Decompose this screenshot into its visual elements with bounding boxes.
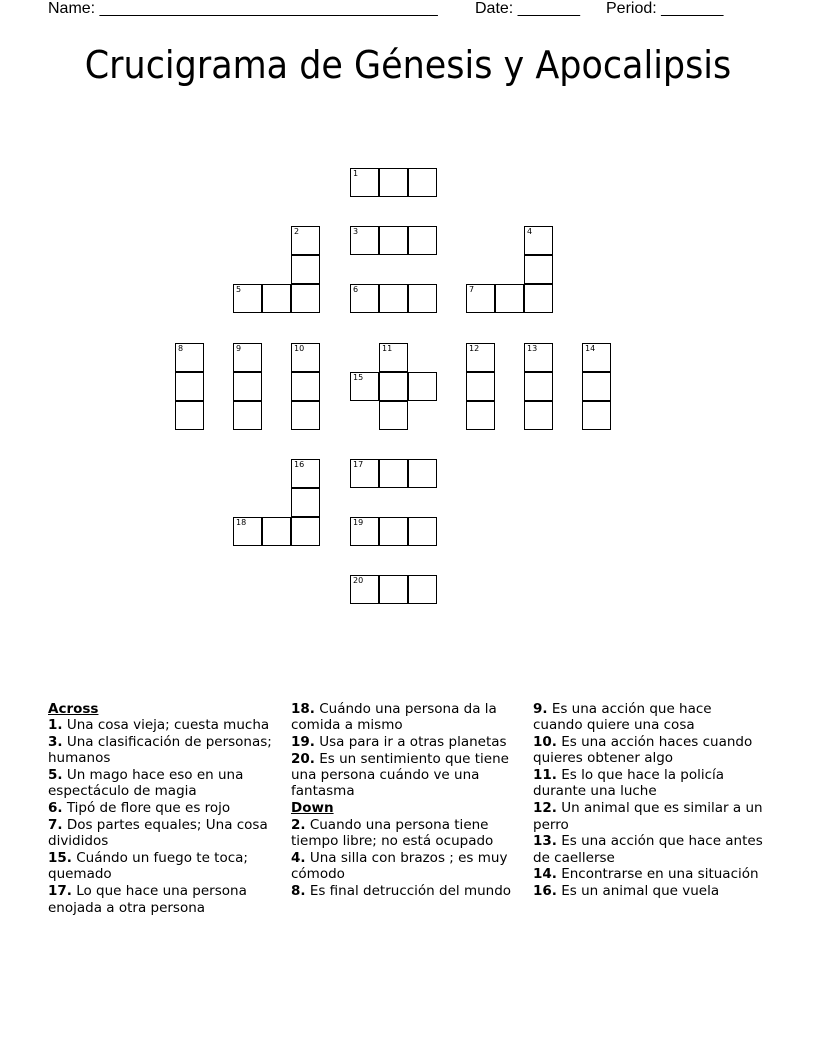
crossword-cell[interactable] [379, 343, 408, 372]
clue-column-3 [533, 701, 765, 900]
crossword-cell[interactable] [379, 459, 408, 488]
cell-number: 4 [527, 227, 533, 236]
cell-number: 2 [294, 227, 300, 236]
crossword-cell[interactable] [466, 284, 495, 313]
clue-text: Un mago hace eso en una espectáculo de magia [48, 767, 244, 800]
crossword-cell[interactable] [408, 575, 437, 604]
clue-text: Lo que hace una persona enojada a otra persona [48, 883, 247, 916]
crossword-cell[interactable] [175, 343, 204, 372]
crossword-cell[interactable] [466, 401, 495, 430]
clue-number: 12. [533, 800, 557, 817]
clue-item [48, 850, 280, 883]
crossword-cell[interactable] [408, 372, 437, 401]
clue-number: 16. [533, 883, 557, 900]
crossword-cell[interactable] [175, 401, 204, 430]
crossword-cell[interactable] [291, 284, 320, 313]
clue-item [48, 800, 280, 816]
cell-number: 20 [353, 576, 364, 585]
crossword-cell[interactable] [291, 226, 320, 255]
clue-text: Es una acción haces cuando quieres obtener algo [533, 734, 753, 767]
period-field[interactable]: Period: _______ [606, 0, 724, 17]
clue-number: 11. [533, 767, 557, 784]
clue-number: 10. [533, 734, 557, 751]
clue-item [533, 800, 765, 833]
clue-item [533, 866, 765, 882]
crossword-cell[interactable] [524, 401, 553, 430]
cell-number: 8 [178, 344, 184, 353]
crossword-cell[interactable] [379, 168, 408, 197]
date-field[interactable]: Date: _______ [475, 0, 580, 17]
clue-item [533, 734, 765, 767]
clue-number: 3. [48, 734, 63, 751]
clue-text: Una clasificación de personas; humanos [48, 734, 272, 767]
crossword-cell[interactable] [379, 372, 408, 401]
clue-text: Es lo que hace la policía durante una luche [533, 767, 725, 800]
cell-number: 10 [294, 344, 305, 353]
clue-item [291, 883, 523, 899]
clue-text: Es una acción que hace cuando quiere una cosa [533, 701, 712, 734]
crossword-cell[interactable] [262, 517, 291, 546]
clue-item [533, 701, 765, 734]
crossword-cell[interactable] [291, 517, 320, 546]
crossword-cell[interactable] [350, 575, 379, 604]
clue-text: Tipó de flore que es rojo [62, 800, 231, 817]
clue-column-1 [48, 701, 280, 916]
crossword-cell[interactable] [524, 372, 553, 401]
cell-number: 7 [469, 285, 475, 294]
cell-number: 13 [527, 344, 538, 353]
crossword-cell[interactable] [291, 343, 320, 372]
clue-item [291, 817, 523, 850]
clue-text: Una silla con brazos ; es muy cómodo [291, 849, 508, 882]
crossword-cell[interactable] [350, 284, 379, 313]
clue-section-heading: Down [291, 800, 334, 817]
clue-text: Cuándo una persona da la comida a mismo [291, 701, 497, 734]
crossword-cell[interactable] [350, 517, 379, 546]
crossword-cell[interactable] [233, 517, 262, 546]
clue-item [48, 734, 280, 767]
cell-number: 6 [353, 285, 359, 294]
crossword-cell[interactable] [582, 372, 611, 401]
clue-text: Encontrarse en una situación [556, 866, 759, 883]
clue-item [533, 767, 765, 800]
crossword-cell[interactable] [524, 284, 553, 313]
clue-number: 4. [291, 849, 306, 866]
crossword-cell[interactable] [233, 372, 262, 401]
crossword-cell[interactable] [262, 284, 291, 313]
clue-text: Dos partes equales; Una cosa divididos [48, 817, 268, 850]
clue-text: Usa para ir a otras planetas [314, 734, 507, 751]
clue-text: Cuándo un fuego te toca; quemado [48, 850, 248, 883]
crossword-cell[interactable] [379, 284, 408, 313]
clue-number: 13. [533, 833, 557, 850]
crossword-cell[interactable] [524, 226, 553, 255]
crossword-cell[interactable] [582, 343, 611, 372]
crossword-cell[interactable] [175, 372, 204, 401]
clue-number: 2. [291, 816, 306, 833]
cell-number: 12 [469, 344, 480, 353]
clue-item [48, 717, 280, 733]
cell-number: 11 [382, 344, 393, 353]
crossword-cell[interactable] [524, 255, 553, 284]
crossword-cell[interactable] [350, 372, 379, 401]
crossword-cell[interactable] [408, 226, 437, 255]
cell-number: 14 [585, 344, 596, 353]
clue-number: 19. [291, 734, 315, 751]
cell-number: 16 [294, 460, 305, 469]
crossword-cell[interactable] [495, 284, 524, 313]
crossword-cell[interactable] [408, 168, 437, 197]
clue-text: Cuando una persona tiene tiempo libre; no está ocupado [291, 816, 494, 849]
clue-item [48, 817, 280, 850]
clue-number: 18. [291, 701, 315, 717]
crossword-cell[interactable] [466, 372, 495, 401]
crossword-cell[interactable] [233, 343, 262, 372]
crossword-cell[interactable] [291, 401, 320, 430]
clue-item [291, 701, 523, 734]
cell-number: 3 [353, 227, 359, 236]
crossword-cell[interactable] [291, 255, 320, 284]
clue-number: 20. [291, 750, 315, 767]
clue-number: 14. [533, 866, 557, 883]
cell-number: 17 [353, 460, 364, 469]
crossword-cell[interactable] [379, 226, 408, 255]
crossword-cell[interactable] [408, 284, 437, 313]
clue-item [48, 767, 280, 800]
clue-section-heading: Across [48, 701, 99, 717]
clue-item [291, 751, 523, 800]
clue-number: 7. [48, 817, 63, 834]
cell-number: 9 [236, 344, 242, 353]
cell-number: 18 [236, 518, 247, 527]
clue-item [533, 883, 765, 899]
crossword-cell[interactable] [350, 459, 379, 488]
clue-item [291, 734, 523, 750]
clue-item [533, 833, 765, 866]
crossword-cell[interactable] [291, 459, 320, 488]
cell-number: 1 [353, 169, 359, 178]
clue-text: Es un sentimiento que tiene una persona cuándo ve una fantasma [291, 750, 509, 800]
crossword-cell[interactable] [582, 401, 611, 430]
clue-text: Es un animal que vuela [556, 883, 720, 900]
clue-column-2 [291, 701, 523, 900]
clue-number: 17. [48, 883, 72, 900]
crossword-cell[interactable] [350, 226, 379, 255]
clue-number: 5. [48, 767, 63, 784]
crossword-cell[interactable] [291, 488, 320, 517]
crossword-cell[interactable] [408, 459, 437, 488]
crossword-cell[interactable] [466, 343, 495, 372]
clue-number: 15. [48, 850, 72, 867]
clue-number: 1. [48, 717, 63, 734]
clue-number: 8. [291, 882, 306, 899]
clue-number: 6. [48, 800, 63, 817]
name-field[interactable]: Name: ______________________________________ [48, 0, 438, 17]
crossword-cell[interactable] [350, 168, 379, 197]
cell-number: 15 [353, 373, 364, 382]
page-title: Crucigrama de Génesis y Apocalipsis [84, 43, 732, 87]
crossword-cell[interactable] [233, 284, 262, 313]
crossword-cell[interactable] [379, 401, 408, 430]
crossword-cell[interactable] [291, 372, 320, 401]
clue-text: Una cosa vieja; cuesta mucha [62, 717, 270, 734]
clue-item [291, 850, 523, 883]
clue-text: Es una acción que hace antes de caellerse [533, 833, 763, 866]
cell-number: 19 [353, 518, 364, 527]
crossword-cell[interactable] [233, 401, 262, 430]
cell-number: 5 [236, 285, 242, 294]
clue-text: Es final detrucción del mundo [305, 882, 512, 899]
crossword-cell[interactable] [379, 517, 408, 546]
crossword-cell[interactable] [408, 517, 437, 546]
clue-item [48, 883, 280, 916]
clue-number: 9. [533, 701, 548, 717]
crossword-cell[interactable] [524, 343, 553, 372]
clue-text: Un animal que es similar a un perro [533, 800, 763, 833]
crossword-cell[interactable] [379, 575, 408, 604]
